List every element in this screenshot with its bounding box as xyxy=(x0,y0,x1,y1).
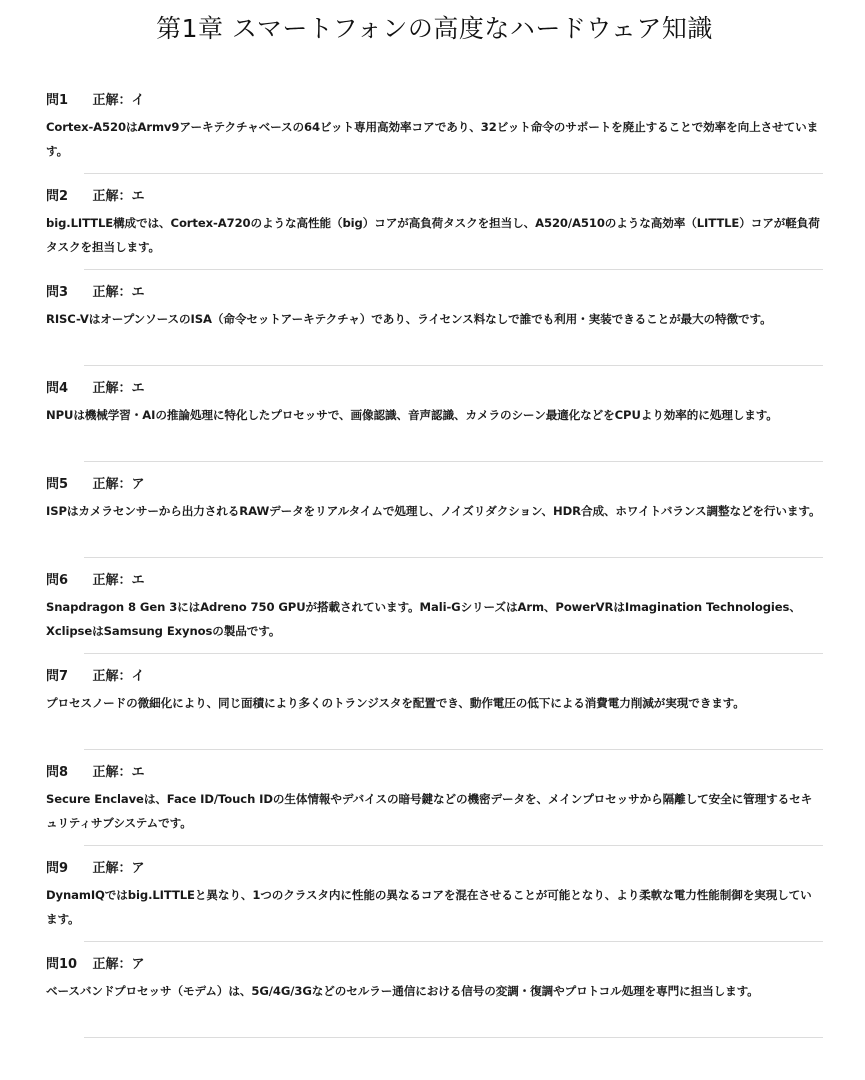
answer-item-4 xyxy=(46,372,823,468)
answer-heading xyxy=(46,954,823,976)
correct-answer: 正解：イ xyxy=(92,669,145,684)
answer-item-9 xyxy=(46,852,823,948)
correct-answer: 正解：エ xyxy=(92,765,145,780)
chapter-title: 第1章 スマートフォンの高度なハードウェア知識 xyxy=(156,14,713,43)
answer-explanation: big.LITTLE構成では、Cortex-A720のような高性能（big）コアが高負荷タスクを担当し、A520/A510のような高効率（LITTLE）コアが軽負荷タスクを担当します。 xyxy=(46,216,820,254)
correct-answer: 正解：エ xyxy=(92,381,145,396)
divider xyxy=(84,749,823,750)
divider xyxy=(84,365,823,366)
divider xyxy=(84,269,823,270)
answer-heading xyxy=(46,282,823,304)
question-number: 問6 xyxy=(46,573,69,588)
correct-answer: 正解：エ xyxy=(92,573,145,588)
correct-answer: 正解：ア xyxy=(92,861,145,876)
answer-explanation: ISPはカメラセンサーから出力されるRAWデータをリアルタイムで処理し、ノイズリダクション、HDR合成、ホワイトバランス調整などを行います。 xyxy=(46,504,821,518)
answer-heading xyxy=(46,90,823,112)
answer-item-3 xyxy=(46,276,823,372)
answer-item-6 xyxy=(46,564,823,660)
divider xyxy=(84,845,823,846)
question-number: 問7 xyxy=(46,669,69,684)
answer-item-10 xyxy=(46,948,823,1044)
answer-item-5 xyxy=(46,468,823,564)
answer-item-7 xyxy=(46,660,823,756)
correct-answer: 正解：エ xyxy=(92,285,145,300)
question-number: 問1 xyxy=(46,93,69,108)
answer-heading xyxy=(46,570,823,592)
question-number: 問2 xyxy=(46,189,69,204)
question-number: 問9 xyxy=(46,861,69,876)
answer-item-1 xyxy=(46,84,823,180)
answer-explanation: ベースバンドプロセッサ（モデム）は、5G/4G/3Gなどのセルラー通信における信号の変調・復調やプロトコル処理を専門に担当します。 xyxy=(46,984,759,998)
divider xyxy=(84,461,823,462)
answer-list xyxy=(46,84,823,1044)
answer-heading xyxy=(46,186,823,208)
answer-heading xyxy=(46,474,823,496)
answer-explanation: DynamIQではbig.LITTLEと異なり、1つのクラスタ内に性能の異なるコアを混在させることが可能となり、より柔軟な電力性能制御を実現しています。 xyxy=(46,888,812,926)
question-number: 問4 xyxy=(46,381,69,396)
answer-explanation: NPUは機械学習・AIの推論処理に特化したプロセッサで、画像認識、音声認識、カメラのシーン最適化などをCPUより効率的に処理します。 xyxy=(46,408,778,422)
answer-heading xyxy=(46,666,823,688)
divider xyxy=(84,1037,823,1038)
question-number: 問10 xyxy=(46,957,78,972)
answer-item-8 xyxy=(46,756,823,852)
divider xyxy=(84,941,823,942)
divider xyxy=(84,557,823,558)
question-number: 問5 xyxy=(46,477,69,492)
question-number: 問8 xyxy=(46,765,69,780)
divider xyxy=(84,653,823,654)
answer-explanation: Cortex-A520はArmv9アーキテクチャベースの64ビット専用高効率コアであり、32ビット命令のサポートを廃止することで効率を向上させています。 xyxy=(46,120,819,158)
divider xyxy=(84,173,823,174)
correct-answer: 正解：イ xyxy=(92,93,145,108)
correct-answer: 正解：エ xyxy=(92,189,145,204)
correct-answer: 正解：ア xyxy=(92,957,145,972)
answer-explanation: プロセスノードの微細化により、同じ面積により多くのトランジスタを配置でき、動作電圧の低下による消費電力削減が実現できます。 xyxy=(46,696,745,710)
question-number: 問3 xyxy=(46,285,69,300)
answer-explanation: RISC-VはオープンソースのISA（命令セットアーキテクチャ）であり、ライセンス料なしで誰でも利用・実装できることが最大の特徴です。 xyxy=(46,312,772,326)
answer-heading xyxy=(46,378,823,400)
answer-heading xyxy=(46,762,823,784)
answer-explanation: Secure Enclaveは、Face ID/Touch IDの生体情報やデバイスの暗号鍵などの機密データを、メインプロセッサから隔離して安全に管理するセキュリティサブシステムです。 xyxy=(46,792,813,830)
answer-explanation: Snapdragon 8 Gen 3にはAdreno 750 GPUが搭載されています。Mali-GシリーズはArm、PowerVRはImagination Technologies、XclipseはSamsung Exynosの製品です。 xyxy=(46,600,801,638)
answer-item-2 xyxy=(46,180,823,276)
correct-answer: 正解：ア xyxy=(92,477,145,492)
answer-heading xyxy=(46,858,823,880)
